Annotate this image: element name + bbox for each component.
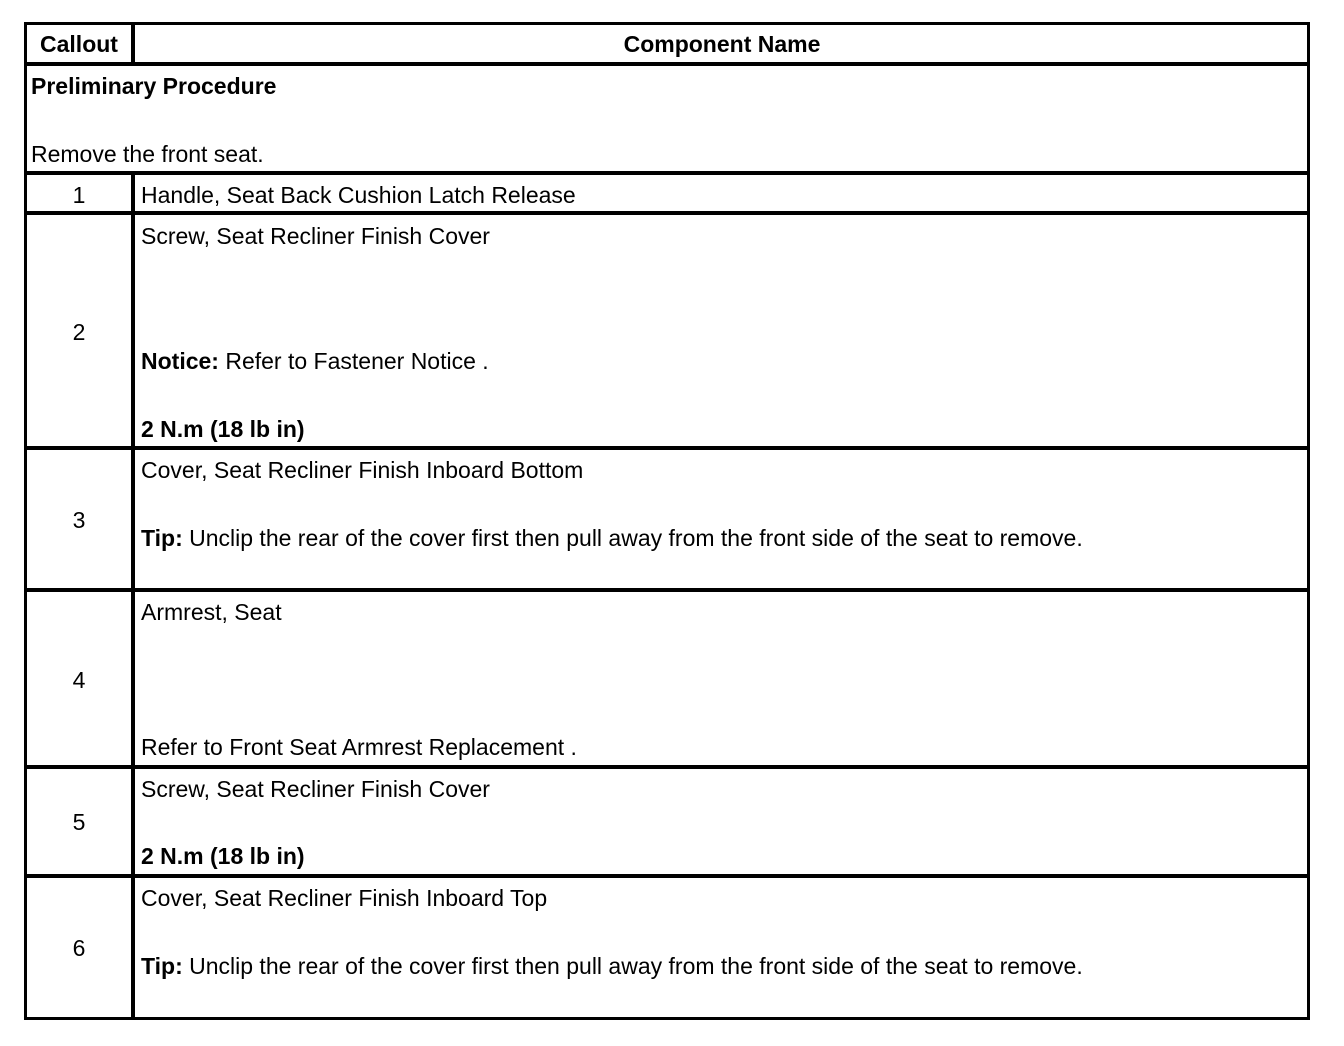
- component-name: Cover, Seat Recliner Finish Inboard Bottom: [141, 457, 584, 483]
- preliminary-title: Preliminary Procedure: [31, 73, 277, 99]
- callout-number: 5: [72, 809, 86, 835]
- component-name: Armrest, Seat: [141, 599, 282, 625]
- callout-number: 3: [72, 507, 86, 533]
- reference-text: Refer to Front Seat Armrest Replacement .: [141, 734, 577, 760]
- callout-number: 2: [72, 319, 86, 345]
- preliminary-text: Remove the front seat.: [31, 141, 264, 167]
- callout-number: 6: [72, 935, 86, 961]
- tip-line: [141, 952, 1083, 980]
- torque-spec: 2 N.m (18 lb in): [141, 843, 305, 869]
- tip-text: Unclip the rear of the cover first then pull away from the front side of the seat to remove.: [182, 525, 1083, 551]
- component-name: Screw, Seat Recliner Finish Cover: [141, 776, 490, 802]
- notice-text: Refer to Fastener Notice .: [218, 348, 489, 374]
- tip-text: Unclip the rear of the cover first then pull away from the front side of the seat to remove.: [182, 953, 1083, 979]
- notice-label: Notice:: [141, 348, 219, 374]
- tip-label: Tip:: [141, 953, 183, 979]
- component-name: Cover, Seat Recliner Finish Inboard Top: [141, 885, 548, 911]
- notice-line: [141, 347, 489, 375]
- row-divider: [24, 446, 1310, 450]
- row-divider: [24, 62, 1310, 66]
- row-divider: [24, 588, 1310, 592]
- row-divider: [24, 211, 1310, 215]
- header-callout: Callout: [40, 31, 118, 57]
- row-divider: [24, 874, 1310, 878]
- callout-number: 4: [72, 667, 86, 693]
- column-divider: [131, 171, 135, 1020]
- torque-spec: 2 N.m (18 lb in): [141, 416, 305, 442]
- component-name: Handle, Seat Back Cushion Latch Release: [141, 182, 576, 208]
- row-divider: [24, 171, 1310, 175]
- header-component-name: Component Name: [623, 31, 821, 57]
- row-divider: [24, 765, 1310, 769]
- tip-line: [141, 524, 1083, 552]
- component-name: Screw, Seat Recliner Finish Cover: [141, 223, 490, 249]
- callout-number: 1: [72, 182, 86, 208]
- tip-label: Tip:: [141, 525, 183, 551]
